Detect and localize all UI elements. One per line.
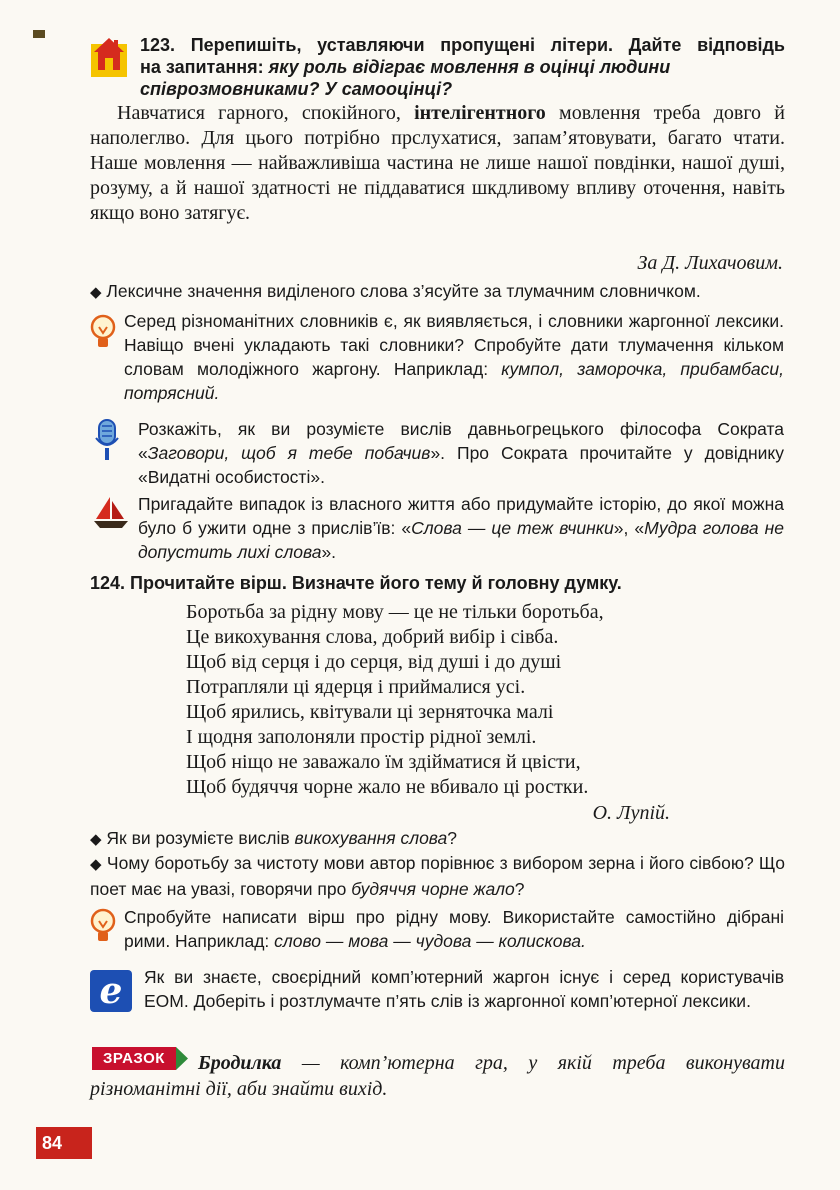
proverbs-mid: », « xyxy=(613,518,645,538)
tip-text: Спробуйте написати вірш про рідну мову. Використайте самостійно дібрані рими. Наприклад: xyxy=(124,907,784,951)
highlighted-word: інтелігентного xyxy=(414,102,546,124)
sample-word: Бродилка xyxy=(198,1052,282,1074)
exercise-123-question-block xyxy=(140,56,785,100)
diamond-bullet-icon: ◆ xyxy=(90,856,102,873)
text-part-2: мовлення треба довго й наполеглво. Для цього потрібно прслухатися, запам’ятовувати, багато чтати. Наше мовлення — найважливіша частина не лише нашої повдінки, нашої душі, розуму, а й нашої здатності не піддаватися шкдливому впливу оточення, навіть якщо воно затягує. xyxy=(90,102,785,224)
poem-line: Щоб ніщо не заважало їм здійматися й цвісти, xyxy=(186,751,581,773)
question-quote: будяччя чорне жало xyxy=(351,879,515,899)
slang-examples: кумпол, заморочка, прибамбаси, потрясний. xyxy=(124,359,784,403)
house-icon xyxy=(88,34,130,78)
poem-line: І щодня заполоняли простір рідної землі. xyxy=(186,726,537,748)
rhyme-examples: слово — мова — чудова — колискова. xyxy=(274,931,586,951)
proverbs-task xyxy=(138,492,784,564)
poem-writing-tip xyxy=(124,905,784,953)
text-part-1: Навчатися гарного, спокійного, xyxy=(117,102,401,124)
question-text: яку роль відіграє мовлення в оцінці людини співрозмовниками? У самооцінці? xyxy=(140,57,671,99)
boat-icon xyxy=(92,495,130,531)
poem-author: О. Лупій. xyxy=(592,802,670,824)
exercise-123-author: За Д. Лихачовим. xyxy=(637,252,783,274)
sample-definition xyxy=(90,1050,785,1102)
socrates-text-1: Розкажіть, як ви розумієте вислів давньогрецького філософа Сократа « xyxy=(138,419,784,463)
diamond-bullet-icon: ◆ xyxy=(90,831,102,848)
exercise-124-heading: 124. Прочитайте вірш. Визначте його тему й головну думку. xyxy=(90,573,622,593)
exercise-123-heading: 123. Перепишіть, уставляючи пропущені літери. Дайте відповідь xyxy=(140,35,785,55)
proverb-1: Слова — це теж вчинки xyxy=(411,518,614,538)
poem-line: Потрапляли ці ядерця і приймалися усі. xyxy=(186,676,526,698)
tip-text: Серед різноманітних словників є, як виявляється, і словники жаргонної лексики. Навіщо вчені укладають такі словники? Спробуйте дати тлумачення кільком словам молодіжного жаргону. Наприклад: xyxy=(124,311,784,379)
bulb-icon xyxy=(88,313,118,353)
exercise-123-task xyxy=(90,279,785,305)
socrates-quote: Заговори, щоб я тебе побачив xyxy=(147,443,431,463)
slang-dictionary-tip xyxy=(124,309,784,405)
question-text: Чому боротьбу за чистоту мови автор порівнює з вибором зерна і його сівбою? Що поет має на увазі, говорячи про xyxy=(90,853,785,899)
task-text: Лексичне значення виділеного слова з’ясуйте за тлумачним словничком. xyxy=(106,281,701,301)
poem-question-2 xyxy=(90,851,785,901)
poem-line: Боротьба за рідну мову — це не тільки боротьба, xyxy=(186,601,604,623)
socrates-text-2: ». Про Сократа прочитайте у довіднику «Видатні особистості». xyxy=(138,443,784,487)
question-end: ? xyxy=(514,879,525,899)
question-text: Як ви розумієте вислів xyxy=(106,828,295,848)
poem-line: Щоб від серця і до серця, від душі і до душі xyxy=(186,651,562,673)
poem-line: Це викохування слова, добрий вибір і сівба. xyxy=(186,626,559,648)
proverbs-text-1: Пригадайте випадок із власного життя або придумайте історію, до якої можна було б ужити одне з прислів’їв: « xyxy=(138,494,784,538)
bulb-icon xyxy=(88,907,118,947)
socrates-task xyxy=(138,417,784,489)
computer-slang-task: Як ви знаєте, своєрідний комп’ютерний жаргон існує і серед користувачів ЕОМ. Доберіть і розтлумачте п’ять слів із жаргонної комп’ютерної лексики. xyxy=(144,967,784,1011)
corner-mark xyxy=(33,30,45,38)
microphone-icon xyxy=(94,418,120,464)
proverb-2: Мудра голова не допустить лихі слова xyxy=(138,518,784,562)
proverbs-text-2: ». xyxy=(321,542,337,562)
question-lead: на запитання: xyxy=(140,57,269,77)
question-quote: викохування слова xyxy=(294,828,448,848)
poem-question-1 xyxy=(90,826,785,852)
sample-definition-text: — комп’ютерна гра, у якій треба виконувати різноманітні дії, аби знайти вихід. xyxy=(90,1052,785,1100)
exercise-123-text xyxy=(90,101,785,226)
sample-badge-label: ЗРАЗОК xyxy=(92,1047,176,1070)
poem-line: Щоб ярились, квітували ці зерняточка малі xyxy=(186,701,554,723)
page-number: 84 xyxy=(36,1127,92,1159)
diamond-bullet-icon: ◆ xyxy=(90,284,102,301)
question-end: ? xyxy=(447,828,458,848)
poem-line: Щоб будяччя чорне жало не вбивало ці ростки. xyxy=(186,776,589,798)
e-icon: e xyxy=(90,970,132,1012)
